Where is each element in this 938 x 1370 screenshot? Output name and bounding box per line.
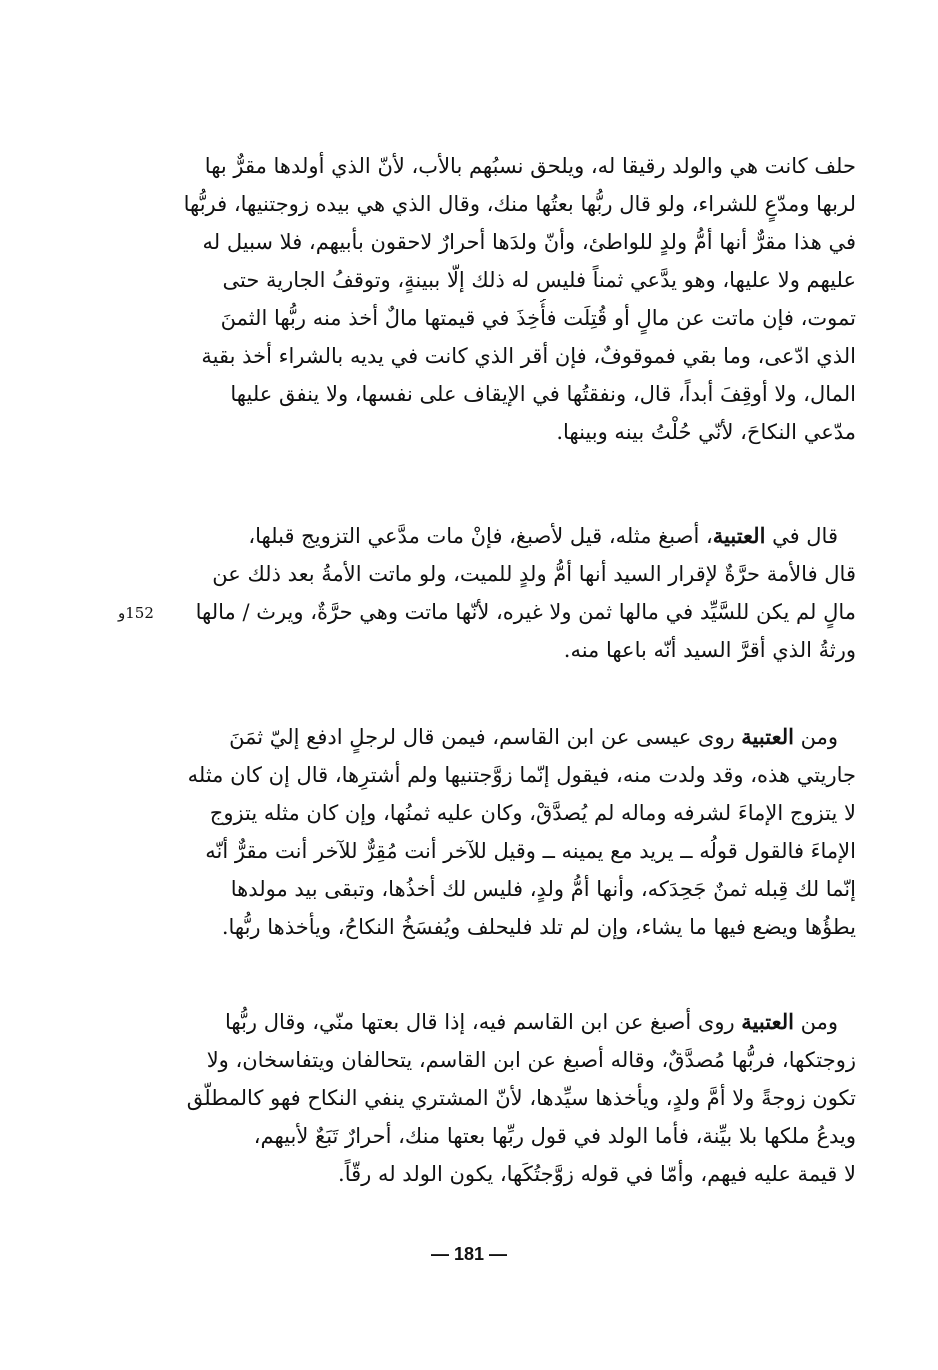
source-name-bold: العتبية — [741, 1009, 794, 1034]
text-line: لا قيمة عليه فيهم، وأمّا في قوله زوَّجتُكَها، يكون الولد له رقّاً. — [338, 1162, 856, 1186]
text-line: لربها ومدّعٍ للشراء، ولو قال ربُّها بعتُها منك، وقال الذي هي بيده زوجتنيها، فربُّها — [183, 192, 856, 216]
text-line: ورثةُ الذي أقرَّ السيد أنّه باعها منه. — [563, 638, 856, 662]
text-line: تكون زوجةً ولا أمَّ ولدٍ، ويأخذها سيِّدها، لأنّ المشتري ينفي النكاح فهو كالمطلّق — [186, 1086, 856, 1110]
paragraph-1 — [172, 147, 856, 451]
text-line: حلف كانت هي والولد رقيقا له، ويلحق نسبُهم بالأب، لأنّ الذي أولدها مقرٌّ بها — [204, 154, 856, 178]
text-line: يطؤُها ويضع فيها ما يشاء، وإن لم تلد فليحلف ويُفسَخُ النكاحُ، ويأخذها ربُّها. — [221, 915, 856, 939]
text-line: زوجتكها، فربُّها مُصدَّقٌ، وقاله أصبغ عن ابن القاسم، يتحالفان ويتفاسخان، ولا — [206, 1048, 856, 1072]
text-line: في هذا مقرٌّ أنها أمُّ ولدٍ للواطئ، وأنّ ولدَها أحرارٌ لاحقون بأبيهم، فلا سبيل له — [202, 230, 856, 254]
text-line: ومن العتبية روى أصبغ عن ابن القاسم فيه، إذا قال بعتها منّي، وقال ربُّها — [225, 1009, 838, 1034]
text-line: ومن العتبية روى عيسى عن ابن القاسم، فيمن قال لرجلٍ ادفع إليّ ثمَنَ — [229, 724, 838, 749]
text-line: الذي ادّعى، وما بقي فموقوفٌ، فإن أقر الذي كانت في يديه بالشراء أخذ بقية — [201, 344, 856, 368]
text-line: المال، ولا أوقِفَ أبداً، قال، ونفقتُها في الإيقاف على نفسها، ولا ينفق عليها — [230, 382, 856, 406]
text-line: قال في العتبية، أصبغ مثله، قيل لأصبغ، فإنْ مات مدَّعي التزويج قبلها، — [248, 523, 838, 548]
paragraph-2 — [172, 517, 856, 669]
source-name-bold: العتبية — [712, 523, 766, 548]
text-line: تموت، فإن ماتت عن مالٍ أو قُتِلَت فأُخِذَ في قيمتها مالٌ أخذ منه ربُّها الثمنَ — [220, 306, 856, 330]
text-line: جاريتي هذه، وقد ولدت منه، فيقول إنّما زوَّجتنيها ولم أشترِها، قال إن كان مثله — [187, 763, 856, 787]
margin-folio-note: 152و — [118, 604, 154, 622]
text-line: الإماءَ فالقول قولُه ــ يريد مع يمينه ــ وقيل للآخر أنت مُقِرٌّ للآخر أنت مقرٌّ أنّه — [205, 839, 856, 863]
paragraph-4 — [172, 1003, 856, 1193]
source-name-bold: العتبية — [741, 724, 794, 749]
page-number: — 181 — — [430, 1244, 508, 1264]
text-line: لا يتزوج الإماءَ لشرفه وماله لم يُصدَّقْ، وكان عليه ثمنُها، وإن كان مثله يتزوج — [209, 801, 856, 825]
text-line: إنّما لك قِبله ثمنٌ جَحِدَكه، وأنها أمُّ ولدٍ، فليس لك أخذُها، وتبقى بيد مولدها — [230, 877, 856, 901]
text-line: ويدعُ ملكها بلا بيِّنة، فأما الولد في قول ربِّها بعتها منك، أحرارٌ تَبَعٌ لأبيهم، — [253, 1124, 856, 1148]
text-line: عليهم ولا عليها، وهو يدَّعي ثمناً فليس له ذلك إلّا ببينةٍ، وتوقفُ الجارية حتى — [222, 268, 856, 292]
paragraph-3 — [172, 718, 856, 946]
text-line: قال فالأمة حرَّةٌ لإقرار السيد أنها أمُّ ولدٍ للميت، ولو ماتت الأمةُ بعد ذلك عن — [212, 562, 856, 586]
text-line: مدّعي النكاحَ، لأنّي حُلْتُ بينه وبينها. — [556, 420, 856, 444]
text-line: مالٍ لم يكن للسَّيِّد في مالها ثمن ولا غيره، لأنّها ماتت وهي حرَّةٌ، ويرث / مالها — [195, 600, 856, 624]
